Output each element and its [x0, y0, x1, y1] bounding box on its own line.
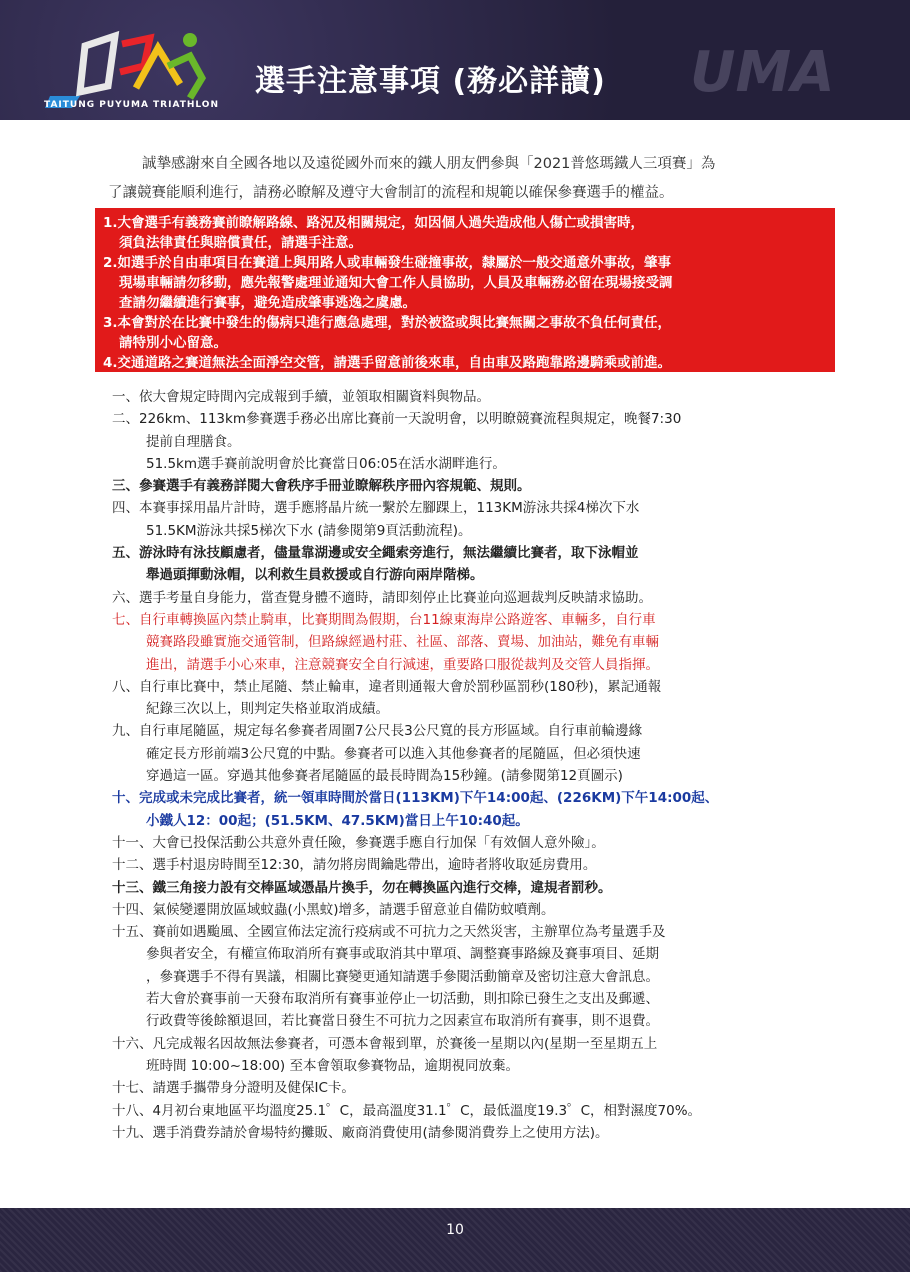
- logo-text: TAITUNG PUYUMA TRIATHLON: [44, 100, 219, 110]
- rule-line: 參與者安全，有權宣佈取消所有賽事或取消其中單項、調整賽事路線及賽事項目、延期: [146, 946, 659, 963]
- rule-item: [112, 899, 832, 921]
- rule-item: [112, 497, 832, 542]
- rule-line: 十一、大會已投保活動公共意外責任險，參賽選手應自行加保「有效個人意外險」。: [112, 834, 605, 851]
- rule-line: 小鐵人12：00起；(51.5KM、47.5KM)當日上午10:40起。: [146, 812, 529, 829]
- notice-line: 須負法律責任與賠償責任，請選手注意。: [119, 235, 362, 251]
- page-number: 10: [446, 1222, 464, 1238]
- rule-item: [112, 1033, 832, 1078]
- rule-line: 進出，請選手小心來車，注意競賽安全自行減速，重要路口服從裁判及交管人員指揮。: [146, 656, 659, 673]
- notice-line: 現場車輛請勿移動，應先報警處理並通知大會工作人員協助，人員及車輛務必留在現場接受調: [119, 275, 673, 291]
- notice-line: 請特別小心留意。: [119, 335, 227, 351]
- rule-item: [112, 386, 832, 408]
- rule-line: 班時間 10:00~18:00) 至本會領取參賽物品，逾期視同放棄。: [146, 1057, 519, 1074]
- rule-line: 一、依大會規定時間內完成報到手續，並領取相關資料與物品。: [112, 389, 490, 405]
- rule-line: 確定長方形前端3公尺寬的中點。參賽者可以進入其他參賽者的尾隨區，但必須快速: [146, 745, 641, 762]
- rule-line: 若大會於賽事前一天發布取消所有賽事並停止一切活動，則扣除已發生之支出及郵遞、: [146, 991, 659, 1008]
- rule-item: [112, 787, 832, 832]
- rule-line: 行政費等後餘額退回，若比賽當日發生不可抗力之因素宣布取消所有賽事，則不退費。: [146, 1013, 659, 1030]
- rule-line: 十四、氣候變遷開放區域蚊蟲(小黑蚊)增多，請選手留意並自備防蚊噴劑。: [112, 901, 555, 918]
- intro-paragraph: [108, 150, 808, 208]
- watermark: UMA: [690, 40, 835, 105]
- rule-line: 51.5KM游泳共採5梯次下水 (請參閱第9頁活動流程)。: [146, 522, 472, 539]
- rule-item: [112, 676, 832, 721]
- rule-item: [112, 1077, 832, 1099]
- rule-item: [112, 542, 832, 587]
- rule-line: 四、本賽事採用晶片計時，選手應將晶片統一繫於左腳踝上，113KM游泳共採4梯次下水: [112, 500, 640, 517]
- rule-line: 穿過這一區。穿過其他參賽者尾隨區的最長時間為15秒鐘。(請參閱第12頁圖示): [146, 768, 623, 785]
- rule-item: [112, 720, 832, 787]
- rule-item: [112, 475, 832, 497]
- notice-line: 2.如選手於自由車項目在賽道上與用路人或車輛發生碰撞事故，隸屬於一般交通意外事故，肇事: [103, 255, 672, 271]
- rule-line: 二、226km、113km參賽選手務必出席比賽前一天說明會，以明瞭競賽流程與規定，晚餐7:30: [112, 411, 682, 428]
- notice-box: [95, 208, 835, 372]
- rule-line: ，參賽選手不得有異議，相關比賽變更通知請選手參閱活動簡章及密切注意大會訊息。: [146, 968, 659, 985]
- rule-item: [112, 854, 832, 876]
- rule-item: [112, 877, 832, 899]
- rule-item: [112, 832, 832, 854]
- rule-line: 七、自行車轉換區內禁止騎車，比賽期間為假期，台11線東海岸公路遊客、車輛多，自行車: [112, 611, 656, 628]
- notice-line: 4.交通道路之賽道無法全面淨空交管，請選手留意前後來車，自由車及路跑靠路邊騎乘或前進。: [103, 355, 672, 371]
- rule-item: [112, 587, 832, 609]
- rule-line: 競賽路段雖實施交通管制，但路線經過村莊、社區、部落、賣場、加油站，難免有車輛: [146, 634, 659, 651]
- rule-line: 十八、4月初台東地區平均溫度25.1゜C，最高溫度31.1゜C，最低溫度19.3゜C，相對濕度70%。: [112, 1102, 702, 1119]
- page-header: [0, 0, 910, 120]
- rule-line: 紀錄三次以上，則判定失格並取消成績。: [146, 701, 389, 718]
- rule-line: 十二、選手村退房時間至12:30，請勿將房間鑰匙帶出，逾時者將收取延房費用。: [112, 857, 597, 874]
- rule-line: 九、自行車尾隨區，規定每名參賽者周圍7公尺長3公尺寬的長方形區域。自行車前輪邊緣: [112, 723, 643, 740]
- notice-line: 查請勿繼續進行賽事，避免造成肇事逃逸之虞慮。: [119, 295, 416, 311]
- intro-line: 誠摯感謝來自全國各地以及遠從國外而來的鐵人朋友們參與「2021普悠瑪鐵人三項賽」為: [142, 156, 716, 172]
- rule-line: 提前自理膳食。: [146, 433, 241, 450]
- notice-line: 3.本會對於在比賽中發生的傷病只進行應急處理，對於被盜或與比賽無關之事故不負任何責任，: [103, 315, 672, 331]
- rule-line: 十三、鐵三角接力設有交棒區域憑晶片換手，勿在轉換區內進行交棒，違規者罰秒。: [112, 879, 612, 896]
- rule-line: 八、自行車比賽中，禁止尾隨、禁止輪車，違者則通報大會於罰秒區罰秒(180秒)，累記通報: [112, 678, 662, 695]
- page-title: 選手注意事項 (務必詳讀): [255, 64, 606, 99]
- rule-line: 三、參賽選手有義務詳閱大會秩序手冊並瞭解秩序冊內容規範、規則。: [112, 478, 531, 495]
- rule-item: [112, 408, 832, 475]
- rule-item: [112, 1122, 832, 1144]
- intro-line: 了讓競賽能順利進行，請務必瞭解及遵守大會制訂的流程和規範以確保參賽選手的權益。: [108, 185, 674, 201]
- rule-item: [112, 609, 832, 676]
- rule-line: 十九、選手消費券請於會場特約攤販、廠商消費使用(請參閱消費券上之使用方法)。: [112, 1124, 609, 1141]
- rule-line: 十六、凡完成報名因故無法參賽者，可憑本會報到單，於賽後一星期以內(星期一至星期五上: [112, 1035, 658, 1052]
- notice-line: 1.大會選手有義務賽前瞭解路線、路況及相關規定，如因個人過失造成他人傷亡或損害時，: [103, 215, 645, 231]
- rule-line: 51.5km選手賽前說明會於比賽當日06:05在活水湖畔進行。: [146, 455, 506, 472]
- rule-line: 五、游泳時有泳技顧慮者，儘量靠湖邊或安全繩索旁進行，無法繼續比賽者，取下泳帽並: [112, 545, 639, 562]
- rule-line: 舉過頭揮動泳帽，以利救生員救援或自行游向兩岸階梯。: [146, 567, 484, 584]
- rules-list: [112, 386, 832, 1144]
- rule-line: 六、選手考量自身能力，當查覺身體不適時，請即刻停止比賽並向巡迴裁判反映請求協助。: [112, 589, 652, 606]
- rule-line: 十、完成或未完成比賽者，統一領車時間於當日(113KM)下午14:00起、(226KM)下午14:00起、: [112, 790, 719, 807]
- rule-item: [112, 1100, 832, 1122]
- rule-line: 十七、請選手攜帶身分證明及健保IC卡。: [112, 1080, 355, 1097]
- rule-item: [112, 921, 832, 1032]
- rule-line: 十五、賽前如遇颱風、全國宣佈法定流行疫病或不可抗力之天然災害，主辦單位為考量選手及: [112, 924, 666, 941]
- page-footer: [0, 1208, 910, 1272]
